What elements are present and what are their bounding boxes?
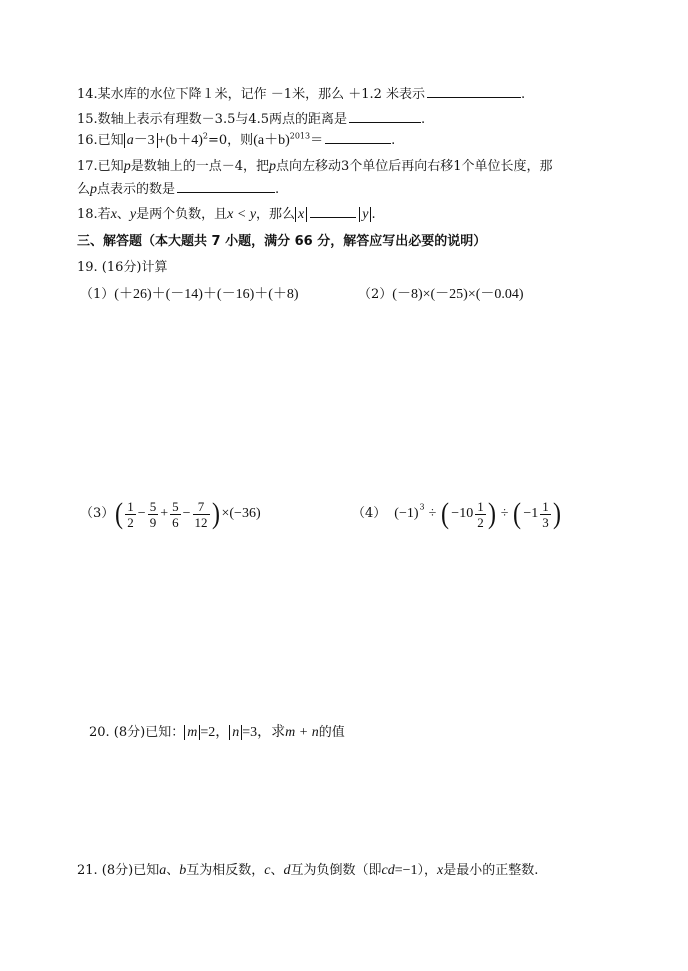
question-16: 16.已知 $a-3 +(b+4)^2=0$，则$(a+b)^{2013}=$ .: [77, 131, 396, 148]
q20-abs-n: n: [229, 725, 242, 740]
q19-part-3: （3）( $\frac{1}{2}$ − $\frac{5}{9}$ + $\frac{5}{6}$ − $\frac{7}{12}$ ) ×(−36): [80, 497, 261, 530]
question-15: 15.数轴上表示有理数－3.5与4.5两点的距离是 .: [77, 112, 426, 127]
q19-p4-frac-1: $\frac{1}{2}$: [477, 498, 484, 530]
q19-part-4: （4） $(-1)^3$ ÷ ( −10 $\frac{1}{2}$ ) ÷ ( −1 $\frac{1}{3}$ ): [352, 497, 561, 530]
question-18: 18.若x、y是两个负数，且x < y，那么 x y .: [77, 207, 376, 222]
q19-p4-frac-2: $\frac{1}{3}$: [542, 498, 549, 530]
question-19-header: 19. (16分)计算: [77, 260, 168, 275]
question-17-line-2: 么p点表示的数是 .: [77, 182, 280, 197]
q17-answer-blank[interactable]: [177, 180, 275, 193]
question-21: 21. (8分)已知a、b互为相反数，c、d互为负倒数（即cd=−1），x是最小的正整数.: [77, 863, 539, 878]
q18-abs-x: x: [295, 207, 307, 222]
question-20: 20. (8分)已知： m =2， n =3，求m + n的值: [89, 725, 345, 740]
q20-abs-m: m: [184, 725, 200, 740]
q18-answer-blank[interactable]: [310, 205, 356, 218]
section-3-title: 三、解答题（本大题共 7 小题，满分 66 分，解答应写出必要的说明）: [77, 234, 487, 249]
q19-part-2: （2）(－8)×(－25)×(－0.04): [358, 287, 524, 302]
q19-p3-frac-2: $\frac{5}{9}$: [149, 498, 157, 530]
q16-answer-blank[interactable]: [325, 131, 391, 144]
q19-p3-frac-1: $\frac{1}{2}$: [127, 498, 134, 530]
q19-part-1: （1）(＋26)＋(－14)＋(－16)＋(＋8): [80, 287, 299, 302]
question-14: 14.某水库的水位下降１米，记作 －1米，那么 ＋1.2 米表示 .: [77, 87, 526, 102]
q15-text: 15.数轴上表示有理数－3.5与4.5两点的距离是: [77, 112, 348, 127]
question-17-line-1: 17.已知p是数轴上的一点－4，把p点向左移动3个单位后再向右移1个单位长度，那: [77, 159, 553, 174]
q14-answer-blank[interactable]: [427, 85, 521, 98]
q19-p3-frac-4: $\frac{7}{12}$: [194, 498, 208, 530]
q15-answer-blank[interactable]: [349, 110, 421, 123]
q18-abs-y: y: [359, 207, 371, 222]
q16-abs-expr: a－3: [124, 133, 158, 148]
q19-p3-frac-3: $\frac{5}{6}$: [172, 498, 179, 530]
q14-text: 14.某水库的水位下降１米，记作 －1米，那么 ＋1.2 米表示: [77, 87, 426, 102]
